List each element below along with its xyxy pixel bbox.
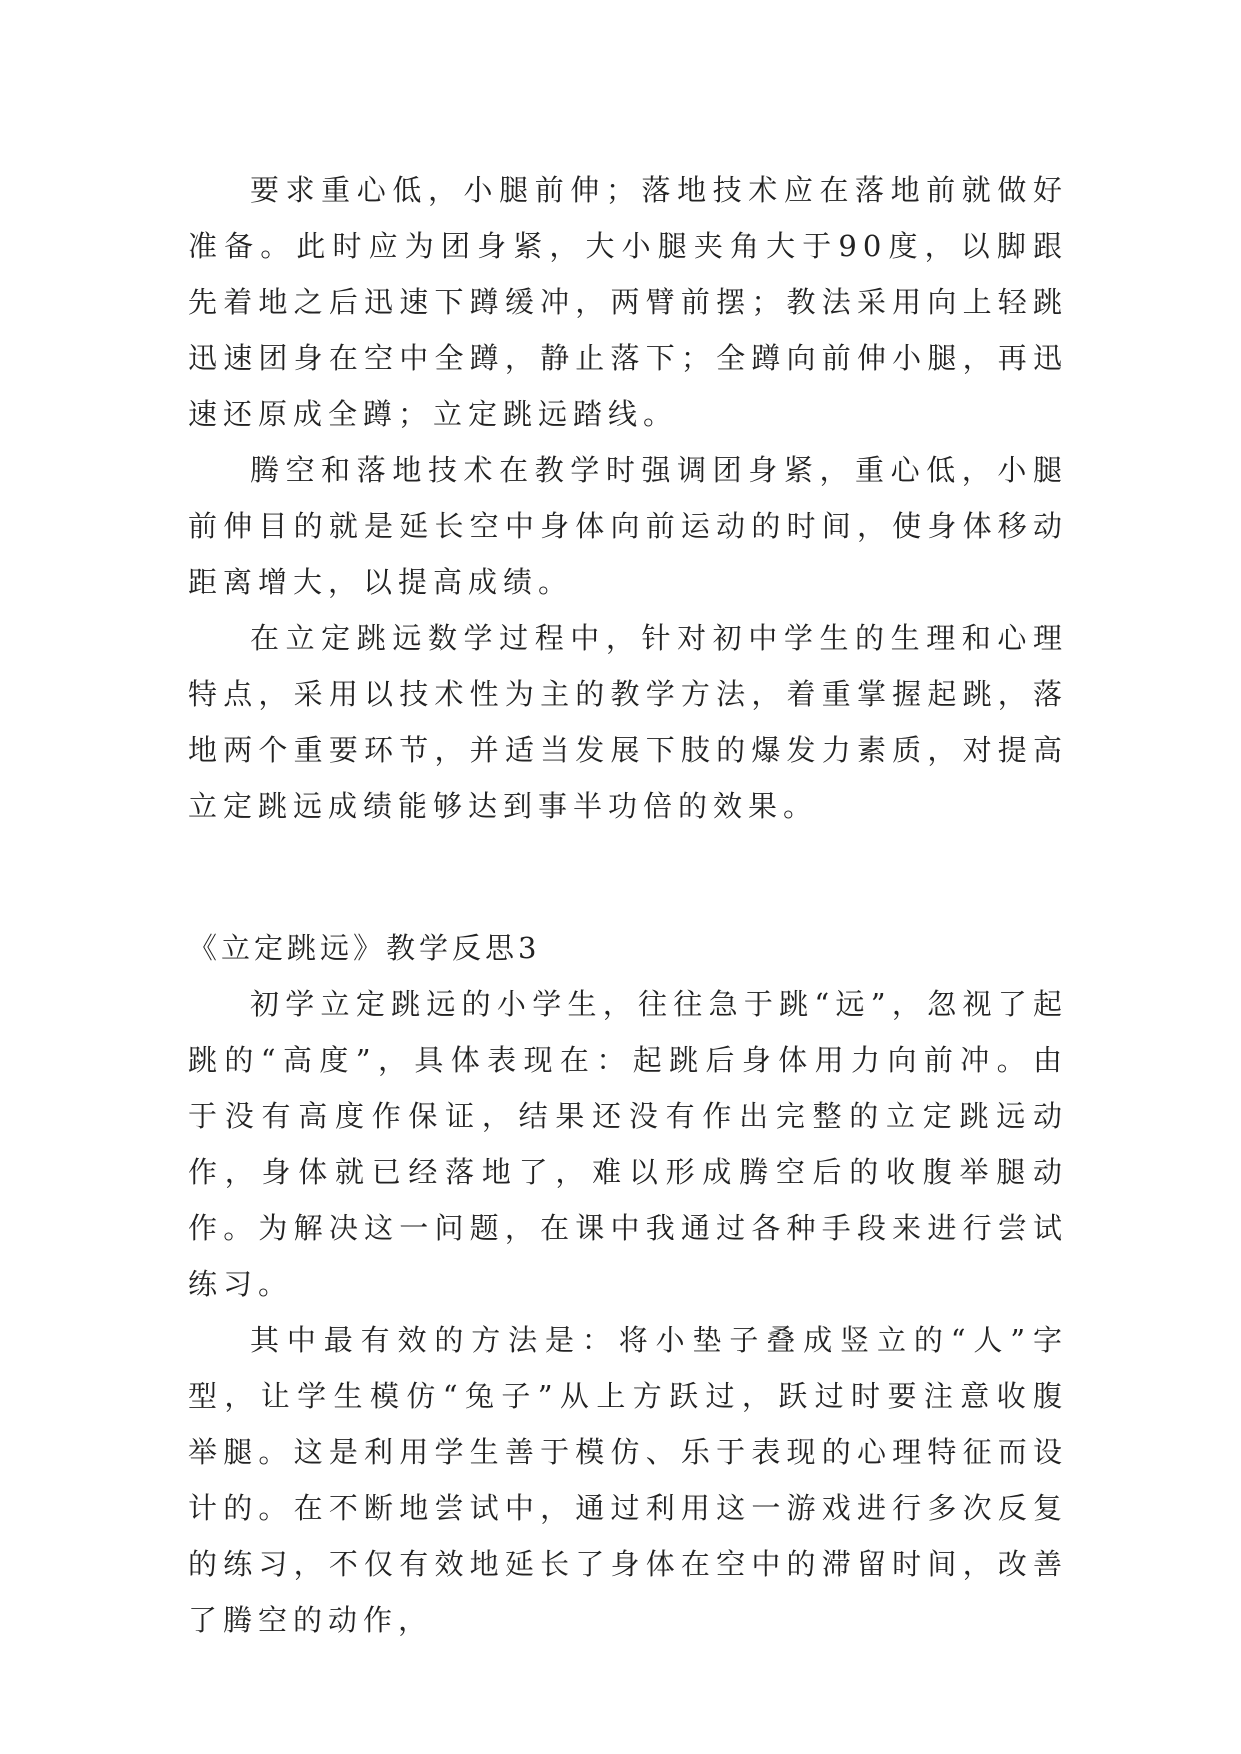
paragraph-effective-method: 其中最有效的方法是：将小垫子叠成竖立的“人”字型，让学生模仿“兔子”从上方跃过，跃过时要注意收腹举腿。这是利用学生善于模仿、乐于表现的心理特征而设计的。在不断地尝试中，通过利用这一游戏进行多次反复的练习，不仅有效地延长了身体在空中的滞留时间，改善了腾空的动作， [188, 1323, 1068, 1637]
section-title: 《立定跳远》教学反思3 [188, 931, 541, 965]
document-body [188, 162, 1068, 1648]
section-spacer [188, 834, 1068, 920]
paragraph-teaching-method: 在立定跳远数学过程中，针对初中学生的生理和心理特点，采用以技术性为主的教学方法，着重掌握起跳，落地两个重要环节，并适当发展下肢的爆发力素质，对提高立定跳远成绩能够达到事半功倍的效果。 [188, 621, 1068, 823]
paragraph-flight-landing: 腾空和落地技术在教学时强调团身紧，重心低，小腿前伸目的就是延长空中身体向前运动的时间，使身体移动距离增大，以提高成绩。 [188, 453, 1068, 599]
paragraph-landing-technique: 要求重心低，小腿前伸；落地技术应在落地前就做好准备。此时应为团身紧，大小腿夹角大于90度，以脚跟先着地之后迅速下蹲缓冲，两臂前摆；教法采用向上轻跳迅速团身在空中全蹲，静止落下；全蹲向前伸小腿，再迅速还原成全蹲；立定跳远踏线。 [188, 173, 1068, 431]
paragraph-beginner-problem: 初学立定跳远的小学生，往往急于跳“远”，忽视了起跳的“高度”，具体表现在：起跳后身体用力向前冲。由于没有高度作保证，结果还没有作出完整的立定跳远动作，身体就已经落地了，难以形成腾空后的收腹举腿动作。为解决这一问题，在课中我通过各种手段来进行尝试练习。 [188, 987, 1068, 1301]
